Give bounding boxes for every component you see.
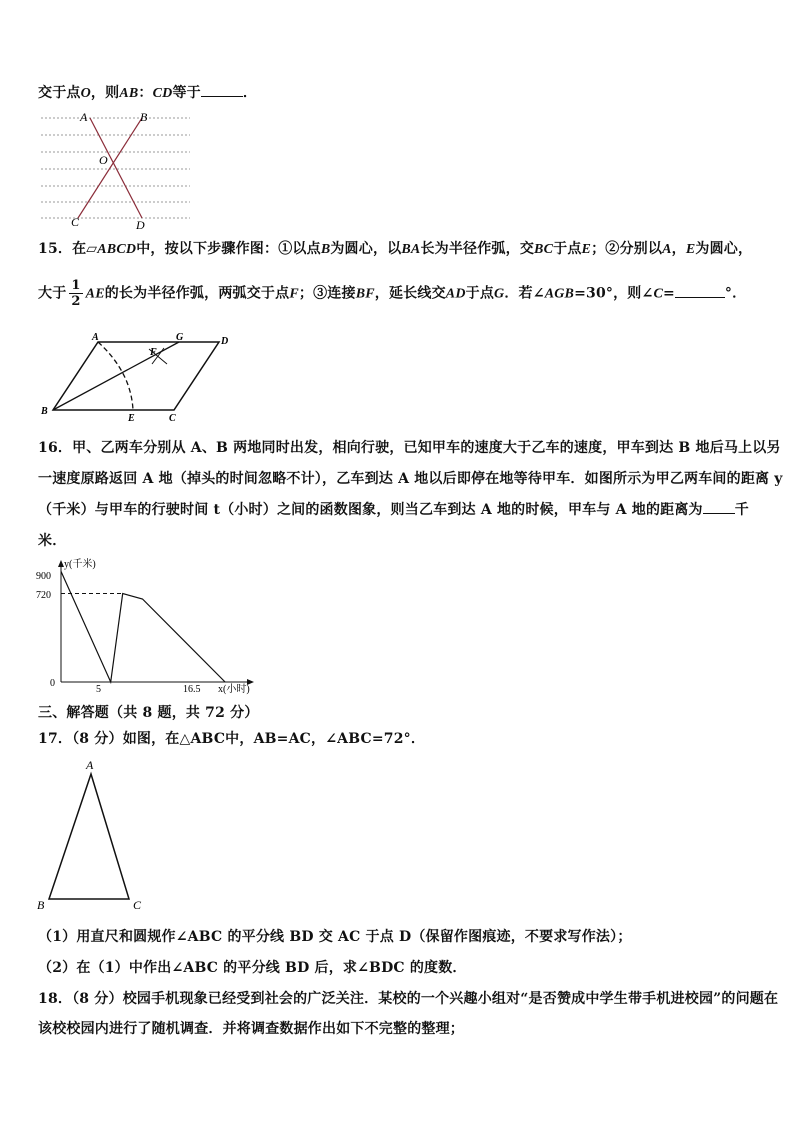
label-b: B	[41, 406, 48, 417]
x-tick-16-5: 16.5	[183, 684, 201, 695]
parallelogram-abcd	[53, 342, 219, 410]
label-d: D	[221, 336, 229, 347]
section-3-heading: 三、解答题（共 8 题，共 72 分）	[38, 705, 259, 721]
q17-sub-2: （2）在（1）中作出∠ABC 的平分线 BD 后，求∠BDC 的度数．	[38, 960, 467, 976]
q15-line-2: 大于 $\frac{1}{2}$ AE的长为半径作弧，两弧交于点F；③连接BF，延长线交AD于点G．若∠AGB=30°，则∠C= °．	[38, 278, 747, 309]
label-c: C	[169, 413, 176, 424]
distance-series-line	[61, 571, 225, 682]
label-o: O	[99, 153, 108, 167]
label-c: C	[133, 898, 142, 912]
q15-line-1: 15．在▱ABCD中，按以下步骤作图：①以点B为圆心，以BA长为半径作弧，交BC于点E；②分别以A，E为圆心，	[38, 241, 753, 257]
label-e: E	[128, 413, 135, 424]
q16-line-1: 16．甲、乙两车分别从 A、B 两地同时出发，相向行驶，已知甲车的速度大于乙车的速度，甲车到达 B 地后马上以另	[38, 440, 781, 456]
q16-distance-time-chart	[30, 556, 270, 698]
x-axis-label: x(小时)	[218, 684, 250, 695]
label-b: B	[37, 898, 45, 912]
q14-figure	[38, 108, 198, 233]
y-tick-900: 900	[36, 571, 51, 582]
label-b: B	[140, 110, 148, 124]
answer-blank	[703, 512, 735, 514]
q18-line-2: 该校校园内进行了随机调查．并将调查数据作出如下不完整的整理；	[38, 1021, 464, 1037]
fraction-one-half: $\frac{1}{2}$	[71, 278, 81, 309]
q17-triangle-figure	[34, 756, 154, 916]
label-a: A	[80, 110, 88, 124]
q16-line-4: 米．	[38, 533, 67, 549]
label-a: A	[92, 332, 99, 343]
q14-tail-text: 交于点O，则AB：CD等于 ．	[38, 85, 258, 101]
q17-stem: 17．（8 分）如图，在△ABC中，AB=AC，∠ABC=72°．	[38, 731, 426, 747]
label-c: C	[71, 215, 80, 229]
q16-line-3: （千米）与甲车的行驶时间 t（小时）之间的函数图象，则当乙车到达 A 地的时候，甲车与 A 地的距离为 千	[38, 502, 749, 518]
segment-bc	[78, 118, 142, 218]
segment-ad	[90, 118, 142, 218]
y-tick-720: 720	[36, 590, 51, 601]
q17-sub-1: （1）用直尺和圆规作∠ABC 的平分线 BD 交 AC 于点 D（保留作图痕迹，不要求写作法）；	[38, 929, 632, 945]
y-tick-0: 0	[50, 678, 55, 689]
segment-bg	[53, 342, 179, 410]
x-tick-5: 5	[96, 684, 101, 695]
label-f: F	[150, 347, 157, 358]
y-axis-label: y(千米)	[64, 559, 96, 570]
q18-line-1: 18．（8 分）校园手机现象已经受到社会的广泛关注．某校的一个兴趣小组对“是否赞成中学生带手机进校园”的问题在	[38, 991, 779, 1007]
label-g: G	[176, 332, 184, 343]
q15-figure	[36, 332, 236, 424]
triangle-abc	[49, 774, 129, 899]
label-d: D	[136, 218, 145, 232]
answer-blank	[675, 296, 725, 298]
q16-line-2: 一速度原路返回 A 地（掉头的时间忽略不计），乙车到达 A 地以后即停在地等待甲车．如图所示为甲乙两车间的距离 y	[38, 471, 783, 487]
label-a: A	[86, 758, 94, 772]
answer-blank	[201, 95, 243, 97]
